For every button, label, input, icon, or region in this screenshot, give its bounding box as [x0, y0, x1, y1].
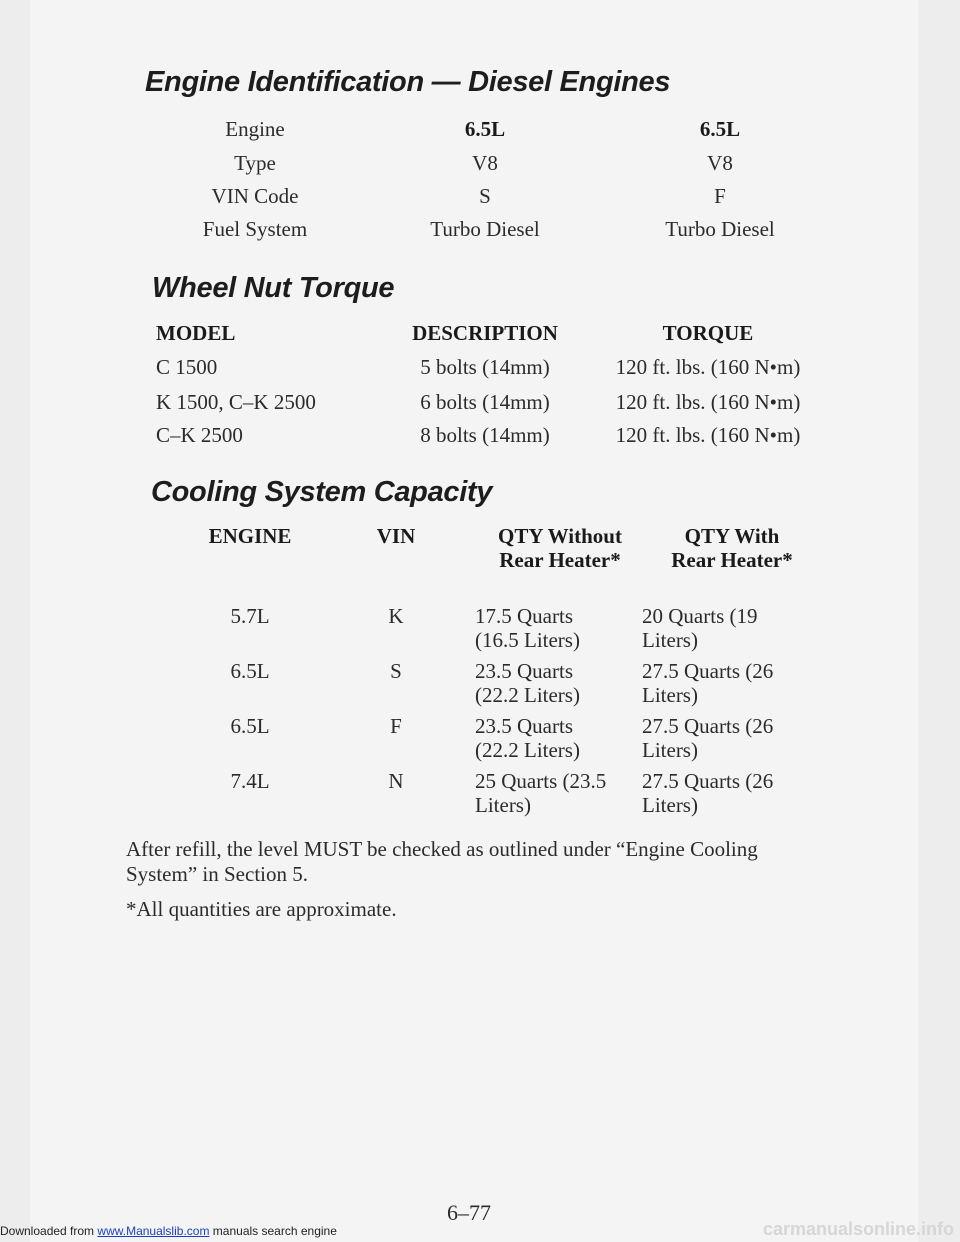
qty-without-cell-line2: Liters)	[475, 793, 531, 817]
vin-code-label: VIN Code	[211, 184, 299, 208]
qty-with-cell-line1: 27.5 Quarts (26	[642, 714, 774, 738]
fuel-system-label: Fuel System	[202, 217, 308, 241]
engine-cell: 7.4L	[230, 769, 270, 793]
description-cell: 6 bolts (14mm)	[420, 390, 550, 414]
refill-note	[126, 837, 758, 887]
qty-with-cell-line2: Liters)	[642, 683, 698, 707]
engine-identification-heading: Engine Identification — Diesel Engines	[145, 66, 671, 98]
model-cell: C–K 2500	[156, 423, 243, 447]
model-cell: C 1500	[156, 355, 218, 379]
vin-column-header: VIN	[376, 524, 416, 548]
fuel-system-value-1: Turbo Diesel	[430, 217, 540, 241]
qty-with-header-line1: QTY With	[684, 524, 780, 548]
qty-with-cell-line1: 20 Quarts (19	[642, 604, 758, 628]
manual-page	[30, 0, 918, 1242]
description-cell: 5 bolts (14mm)	[420, 355, 550, 379]
approximate-footnote: *All quantities are approximate.	[126, 897, 397, 921]
qty-without-cell-line2: (16.5 Liters)	[475, 628, 580, 652]
vin-code-value-2: F	[714, 184, 726, 208]
type-value-2: V8	[707, 151, 733, 175]
qty-without-cell-line2: (22.2 Liters)	[475, 683, 580, 707]
vin-cell: S	[390, 659, 402, 683]
qty-without-header-line1: QTY Without	[498, 524, 622, 548]
qty-with-header-line2: Rear Heater*	[671, 548, 793, 572]
engine-cell: 6.5L	[230, 659, 270, 683]
qty-with-cell-line1: 27.5 Quarts (26	[642, 769, 774, 793]
engine-value-2: 6.5L	[699, 117, 741, 141]
torque-cell: 120 ft. lbs. (160 N•m)	[615, 390, 801, 414]
qty-without-cell-line1: 25 Quarts (23.5	[475, 769, 607, 793]
qty-without-header-line2: Rear Heater*	[499, 548, 621, 572]
qty-with-cell-line2: Liters)	[642, 738, 698, 762]
model-column-header: MODEL	[156, 321, 236, 345]
torque-cell: 120 ft. lbs. (160 N•m)	[615, 423, 801, 447]
engine-column-header: ENGINE	[208, 524, 292, 548]
type-value-1: V8	[472, 151, 498, 175]
download-footer	[0, 1224, 337, 1238]
qty-without-cell-line1: 23.5 Quarts	[475, 659, 573, 683]
cooling-system-capacity-heading: Cooling System Capacity	[151, 476, 493, 508]
qty-with-cell-line1: 27.5 Quarts (26	[642, 659, 774, 683]
vin-cell: N	[388, 769, 404, 793]
footer-prefix: Downloaded from	[0, 1224, 95, 1238]
qty-with-cell-line2: Liters)	[642, 793, 698, 817]
description-column-header: DESCRIPTION	[412, 321, 558, 345]
refill-note-line1: After refill, the level MUST be checked as outlined under “Engine Cooling	[126, 837, 758, 861]
engine-cell: 6.5L	[230, 714, 270, 738]
torque-column-header: TORQUE	[662, 321, 754, 345]
page-number: 6–77	[447, 1200, 491, 1225]
description-cell: 8 bolts (14mm)	[420, 423, 550, 447]
vin-cell: K	[388, 604, 404, 628]
manualslib-link[interactable]: www.Manualslib.com	[97, 1224, 210, 1238]
qty-with-cell-line2: Liters)	[642, 628, 698, 652]
wheel-nut-torque-heading: Wheel Nut Torque	[152, 272, 395, 304]
model-cell: K 1500, C–K 2500	[156, 390, 316, 414]
qty-without-cell-line1: 17.5 Quarts	[475, 604, 573, 628]
footer-suffix: manuals search engine	[212, 1224, 337, 1238]
fuel-system-value-2: Turbo Diesel	[665, 217, 775, 241]
qty-without-cell-line2: (22.2 Liters)	[475, 738, 580, 762]
engine-cell: 5.7L	[230, 604, 270, 628]
vin-code-value-1: S	[479, 184, 491, 208]
engine-label: Engine	[225, 117, 285, 141]
watermark: carmanualsonline.info	[762, 1219, 954, 1239]
torque-cell: 120 ft. lbs. (160 N•m)	[615, 355, 801, 379]
type-label: Type	[234, 151, 276, 175]
vin-cell: F	[390, 714, 402, 738]
engine-value-1: 6.5L	[464, 117, 506, 141]
refill-note-line2: System” in Section 5.	[126, 862, 308, 886]
qty-without-cell-line1: 23.5 Quarts	[475, 714, 573, 738]
